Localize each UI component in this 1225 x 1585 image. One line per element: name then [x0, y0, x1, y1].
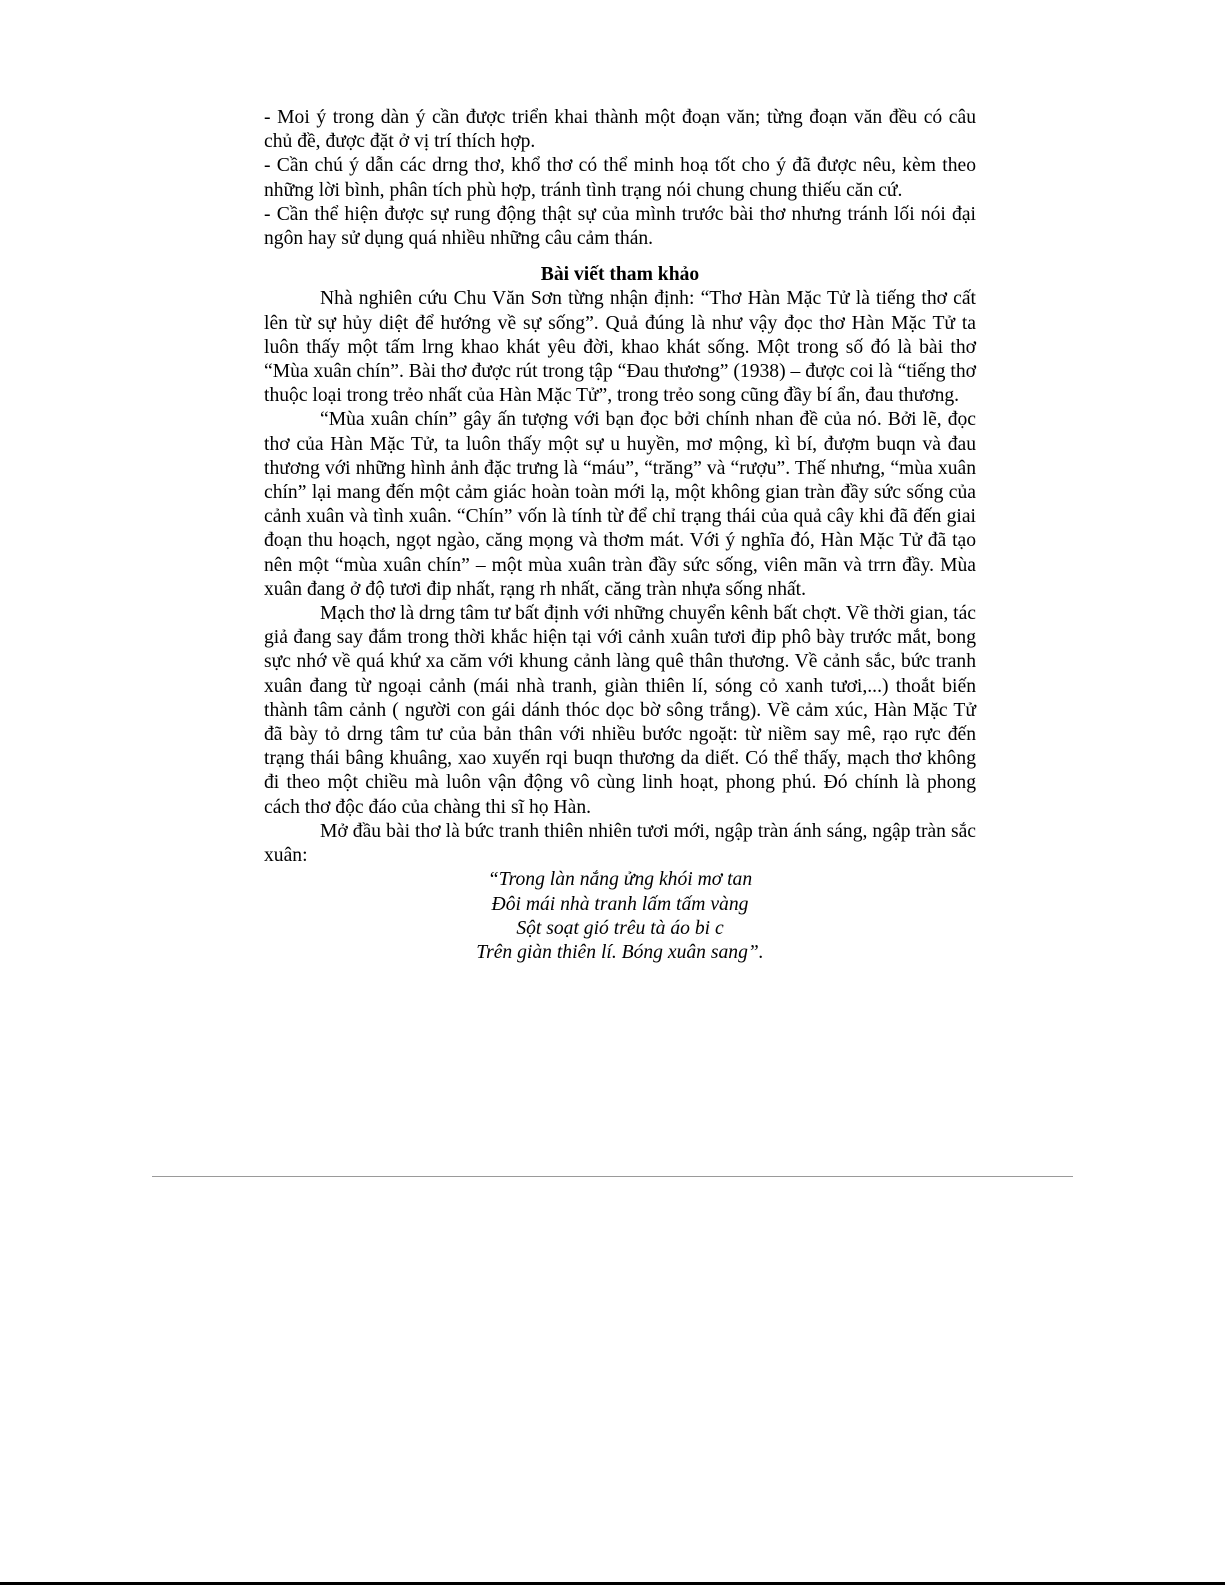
poem-line: Đôi mái nhà tranh lấm tấm vàng: [491, 893, 749, 915]
instruction-paragraph: - Moi ý trong dàn ý cần được triển khai thành một đoạn văn; từng đoạn văn đều có câu chủ đề, được đặt ở vị trí thích hợp.: [264, 107, 976, 153]
essay-paragraph: “Mùa xuân chín” gây ấn tượng với bạn đọc bởi chính nhan đề của nó. Bởi lẽ, đọc thơ của Hàn Mặc Tử, ta luôn thấy một sự u huyền, mơ mộng, kì bí, đượm buqn và đau thương với những hình ảnh đặc trưng là “máu”, “trăng” và “rượu”. Thế nhưng, “mùa xuân chín” lại mang đến một cảm giác hoàn toàn mới lạ, một không gian tràn đầy sức sống của cảnh xuân và tình xuân. “Chín” vốn là tính từ để chỉ trạng thái của quả cây khi đã đến giai đoạn thu hoạch, ngọt ngào, căng mọng và thơm mát. Với ý nghĩa đó, Hàn Mặc Tử đã tạo nên một “mùa xuân chín” – một mùa xuân tràn đầy sức sống, viên mãn và trrn đầy. Mùa xuân đang ở độ tươi đip nhất, rạng rh nhất, căng tràn nhựa sống nhất.: [264, 409, 976, 600]
instruction-paragraph: - Cần chú ý dẫn các drng thơ, khổ thơ có thể minh hoạ tốt cho ý đã được nêu, kèm theo những lời bình, phân tích phù hợp, tránh tình trạng nói chung chung thiếu căn cứ.: [264, 155, 976, 201]
poem-line: Sột soạt gió trêu tà áo bi c: [516, 917, 724, 939]
page-footer-divider: [152, 1176, 1073, 1177]
document-page: [264, 106, 976, 965]
poem-line: Trên giàn thiên lí. Bóng xuân sang”.: [476, 941, 764, 963]
essay-paragraph: Mạch thơ là drng tâm tư bất định với những chuyển kênh bất chợt. Về thời gian, tác giả đang say đắm trong thời khắc hiện tại với cảnh xuân tươi đip phô bày trước mắt, bong sực nhớ về quá khứ xa căm với khung cảnh làng quê thân thương. Về cảnh sắc, bức tranh xuân đang từ ngoại cảnh (mái nhà tranh, giàn thiên lí, sóng cỏ xanh tươi,...) thoắt biến thành tâm cảnh ( người con gái dánh thóc dọc bờ sông trắng). Về cảm xúc, Hàn Mặc Tử đã bày tỏ drng tâm tư của bản thân với nhiều bước ngoặt: từ niềm say mê, rạo rực đến trạng thái bâng khuâng, xao xuyến rqi buqn thương da diết. Có thể thấy, mạch thơ không đi theo một chiều mà luôn vận động vô cùng linh hoạt, phong phú. Đó chính là phong cách thơ độc đáo của chàng thi sĩ họ Hàn.: [264, 603, 976, 818]
poem-excerpt: [264, 868, 976, 965]
instruction-paragraph: - Cần thể hiện được sự rung động thật sự của mình trước bài thơ nhưng tránh lối nói đại ngôn hay sử dụng quá nhiều những câu cảm thán.: [264, 203, 976, 250]
essay-paragraph: Nhà nghiên cứu Chu Văn Sơn từng nhận định: “Thơ Hàn Mặc Tử là tiếng thơ cất lên từ sự hủy diệt để hướng về sự sống”. Quả đúng là như vậy đọc thơ Hàn Mặc Tử ta luôn thấy một tấm lrng khao khát yêu đời, khao khát sống. Một trong số đó là bài thơ “Mùa xuân chín”. Bài thơ được rút trong tập “Đau thương” (1938) – được coi là “tiếng thơ thuộc loại trong trẻo nhất của Hàn Mặc Tử”, trong trẻo song cũng đầy bí ẩn, đau thương.: [264, 288, 976, 407]
essay-paragraph: Mở đầu bài thơ là bức tranh thiên nhiên tươi mới, ngập tràn ánh sáng, ngập tràn sắc xuân:: [264, 820, 976, 867]
poem-line: “Trong làn nắng ửng khói mơ tan: [487, 869, 753, 891]
section-heading: Bài viết tham khảo: [540, 264, 700, 286]
